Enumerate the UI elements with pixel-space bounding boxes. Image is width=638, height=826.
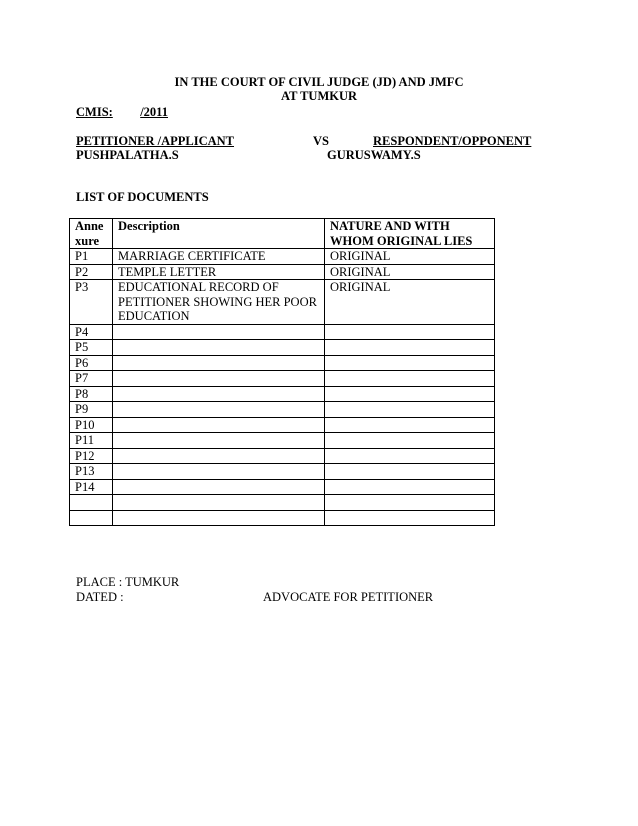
table-row	[70, 371, 495, 387]
cell-annexure: P1	[70, 249, 113, 265]
cell-annexure: P5	[70, 340, 113, 356]
cell-description: EDUCATIONAL RECORD OF PETITIONER SHOWING HER POOR EDUCATION	[113, 280, 325, 325]
table-row	[70, 479, 495, 495]
table-row	[70, 386, 495, 402]
cell-nature	[325, 340, 495, 356]
table-header-row	[70, 219, 495, 249]
cell-annexure	[70, 510, 113, 526]
cell-description	[113, 386, 325, 402]
cell-description	[113, 355, 325, 371]
cell-annexure: P14	[70, 479, 113, 495]
cell-description	[113, 324, 325, 340]
cell-nature	[325, 386, 495, 402]
cell-annexure: P4	[70, 324, 113, 340]
respondent-label: RESPONDENT/OPPONENT	[373, 134, 532, 148]
cell-annexure: P10	[70, 417, 113, 433]
cell-description	[113, 448, 325, 464]
table-row	[70, 324, 495, 340]
cell-description	[113, 402, 325, 418]
cell-nature: ORIGINAL	[325, 280, 495, 325]
table-row	[70, 280, 495, 325]
cell-description	[113, 464, 325, 480]
table-row	[70, 402, 495, 418]
cell-annexure	[70, 495, 113, 511]
table-row	[70, 433, 495, 449]
cell-annexure: P6	[70, 355, 113, 371]
court-title-line2: AT TUMKUR	[280, 89, 358, 103]
cell-description: TEMPLE LETTER	[113, 264, 325, 280]
cell-nature	[325, 417, 495, 433]
cmis-number: /2011	[140, 105, 168, 119]
cell-nature	[325, 371, 495, 387]
dated-line: DATED :	[76, 590, 124, 604]
cell-nature	[325, 464, 495, 480]
table-row	[70, 464, 495, 480]
cell-annexure: P11	[70, 433, 113, 449]
cell-nature	[325, 324, 495, 340]
cell-annexure: P9	[70, 402, 113, 418]
cell-annexure: P7	[70, 371, 113, 387]
cell-annexure: P12	[70, 448, 113, 464]
cell-description	[113, 417, 325, 433]
cell-nature	[325, 448, 495, 464]
cell-annexure: P13	[70, 464, 113, 480]
header-description: Description	[113, 219, 325, 249]
cell-description	[113, 340, 325, 356]
table-row	[70, 417, 495, 433]
cell-nature	[325, 495, 495, 511]
table-row	[70, 448, 495, 464]
court-title-line1: IN THE COURT OF CIVIL JUDGE (JD) AND JMFC	[174, 75, 464, 89]
vs-label: VS	[313, 134, 329, 148]
petitioner-name: PUSHPALATHA.S	[76, 148, 179, 162]
table-row	[70, 340, 495, 356]
list-title: LIST OF DOCUMENTS	[76, 190, 209, 204]
cell-description: MARRIAGE CERTIFICATE	[113, 249, 325, 265]
respondent-name: GURUSWAMY.S	[327, 148, 421, 162]
table-row	[70, 495, 495, 511]
header-nature: NATURE AND WITH WHOM ORIGINAL LIES	[325, 219, 495, 249]
cell-nature	[325, 479, 495, 495]
cell-description	[113, 510, 325, 526]
cmis-label: CMIS:	[76, 105, 113, 119]
petitioner-label: PETITIONER /APPLICANT	[76, 134, 235, 148]
cell-nature	[325, 510, 495, 526]
documents-table	[69, 218, 495, 526]
cell-nature: ORIGINAL	[325, 249, 495, 265]
cell-nature: ORIGINAL	[325, 264, 495, 280]
cell-annexure: P3	[70, 280, 113, 325]
cell-description	[113, 433, 325, 449]
table-row	[70, 510, 495, 526]
cell-description	[113, 495, 325, 511]
cell-nature	[325, 402, 495, 418]
cell-description	[113, 371, 325, 387]
cell-annexure: P2	[70, 264, 113, 280]
cell-nature	[325, 433, 495, 449]
place-line: PLACE : TUMKUR	[76, 575, 180, 589]
cell-annexure: P8	[70, 386, 113, 402]
table-row	[70, 249, 495, 265]
header-annexure: Anne xure	[70, 219, 113, 249]
table-row	[70, 355, 495, 371]
cell-nature	[325, 355, 495, 371]
advocate-signature-line: ADVOCATE FOR PETITIONER	[263, 590, 434, 604]
table-row	[70, 264, 495, 280]
cell-description	[113, 479, 325, 495]
